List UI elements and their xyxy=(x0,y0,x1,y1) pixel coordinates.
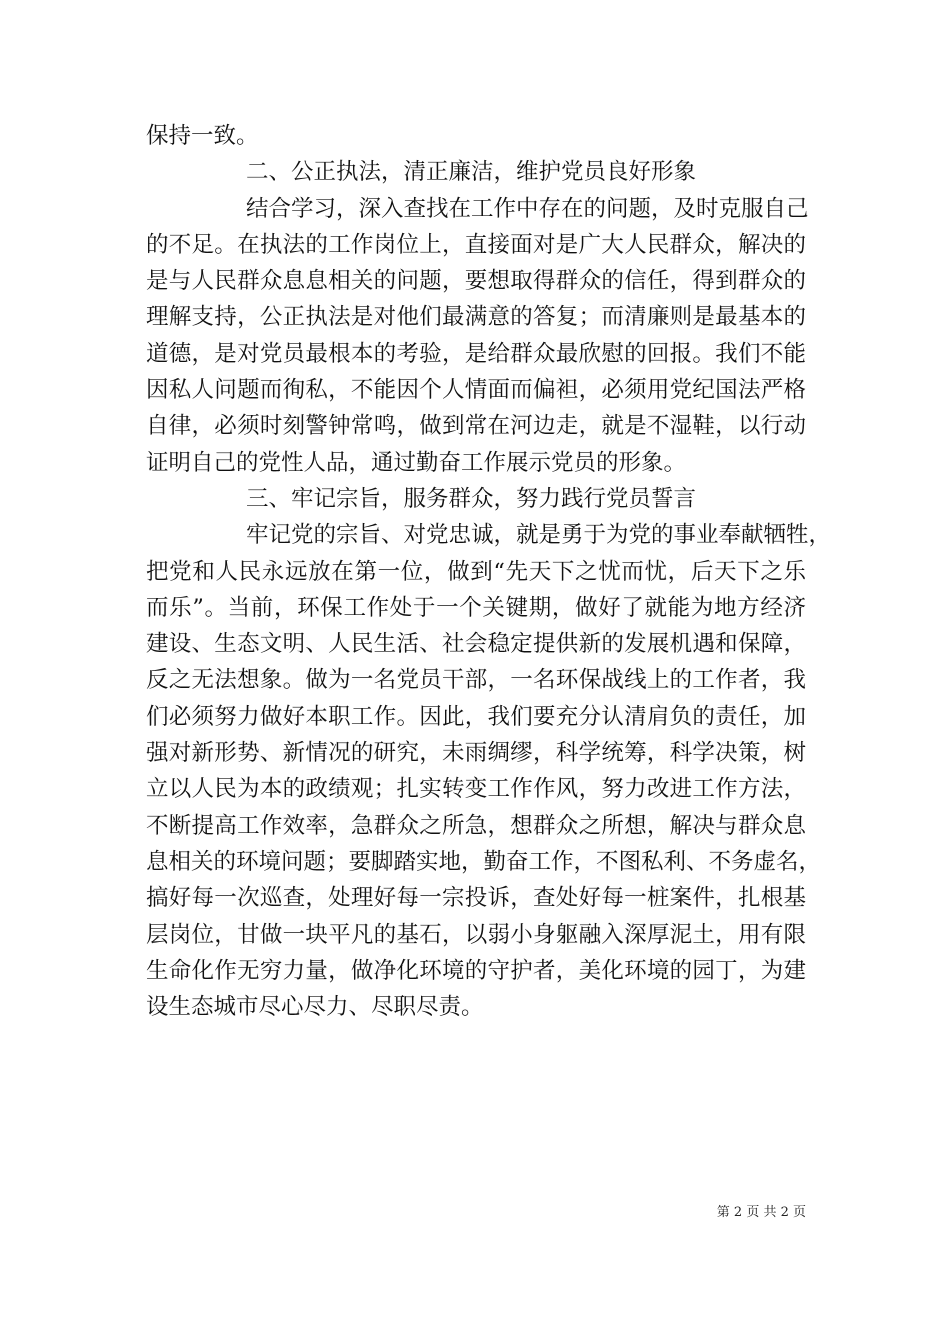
text-line: 设生态城市尽心尽力、尽职尽责。 xyxy=(146,994,484,1021)
text-line: 自律，必须时刻警钟常鸣，做到常在河边走，就是不湿鞋，以行动 xyxy=(146,413,806,440)
text-line: 不断提高工作效率，急群众之所急，想群众之所想，解决与群众息 xyxy=(146,812,806,839)
text-line: 搞好每一次巡查，处理好每一宗投诉，查处好每一桩案件，扎根基 xyxy=(146,885,806,912)
text-line: 是与人民群众息息相关的问题，要想取得群众的信任，得到群众的 xyxy=(146,268,806,295)
text-line: 的不足。在执法的工作岗位上，直接面对是广大人民群众，解决的 xyxy=(146,231,806,258)
text-line: 强对新形势、新情况的研究，未雨绸缪，科学统筹，科学决策，树 xyxy=(146,740,806,767)
text-line: 立以人民为本的政绩观；扎实转变工作作风，努力改进工作方法， xyxy=(146,776,806,803)
text-line: 们必须努力做好本职工作。因此，我们要充分认清肩负的责任，加 xyxy=(146,703,806,730)
text-line: 建设、生态文明、人民生活、社会稳定提供新的发展机遇和保障， xyxy=(146,631,806,658)
text-line: 保持一致。 xyxy=(146,123,259,149)
text-line: 牢记党的宗旨、对党忠诚，就是勇于为党的事业奉献牺牲， xyxy=(246,522,832,549)
text-line: 层岗位，甘做一块平凡的基石，以弱小身躯融入深厚泥土，用有限 xyxy=(146,921,806,948)
text-line: 息相关的环境问题；要脚踏实地，勤奋工作，不图私利、不务虚名， xyxy=(146,848,822,875)
text-line: 结合学习，深入查找在工作中存在的问题，及时克服自己 xyxy=(246,195,809,222)
text-line: 把党和人民永远放在第一位，做到“先天下之忧而忧，后天下之乐 xyxy=(146,558,806,585)
text-line: 反之无法想象。做为一名党员干部，一名环保战线上的工作者，我 xyxy=(146,667,806,694)
page-number-footer: 第 2 页 共 2 页 xyxy=(716,1205,806,1220)
text-line: 道德，是对党员最根本的考验，是给群众最欣慰的回报。我们不能 xyxy=(146,340,806,367)
text-line: 三、牢记宗旨，服务群众，努力践行党员誓言 xyxy=(246,485,697,512)
text-line: 而乐”。当前，环保工作处于一个关键期，做好了就能为地方经济 xyxy=(146,594,806,621)
document-body xyxy=(146,118,832,1025)
text-line: 证明自己的党性人品，通过勤奋工作展示党员的形象。 xyxy=(146,449,687,476)
text-line: 理解支持，公正执法是对他们最满意的答复；而清廉则是最基本的 xyxy=(146,304,806,331)
text-line: 生命化作无穷力量，做净化环境的守护者，美化环境的园丁，为建 xyxy=(146,957,806,984)
text-line: 因私人问题而徇私，不能因个人情面而偏袒，必须用党纪国法严格 xyxy=(146,377,806,404)
text-line: 二、公正执法，清正廉洁，维护党员良好形象 xyxy=(246,159,697,186)
